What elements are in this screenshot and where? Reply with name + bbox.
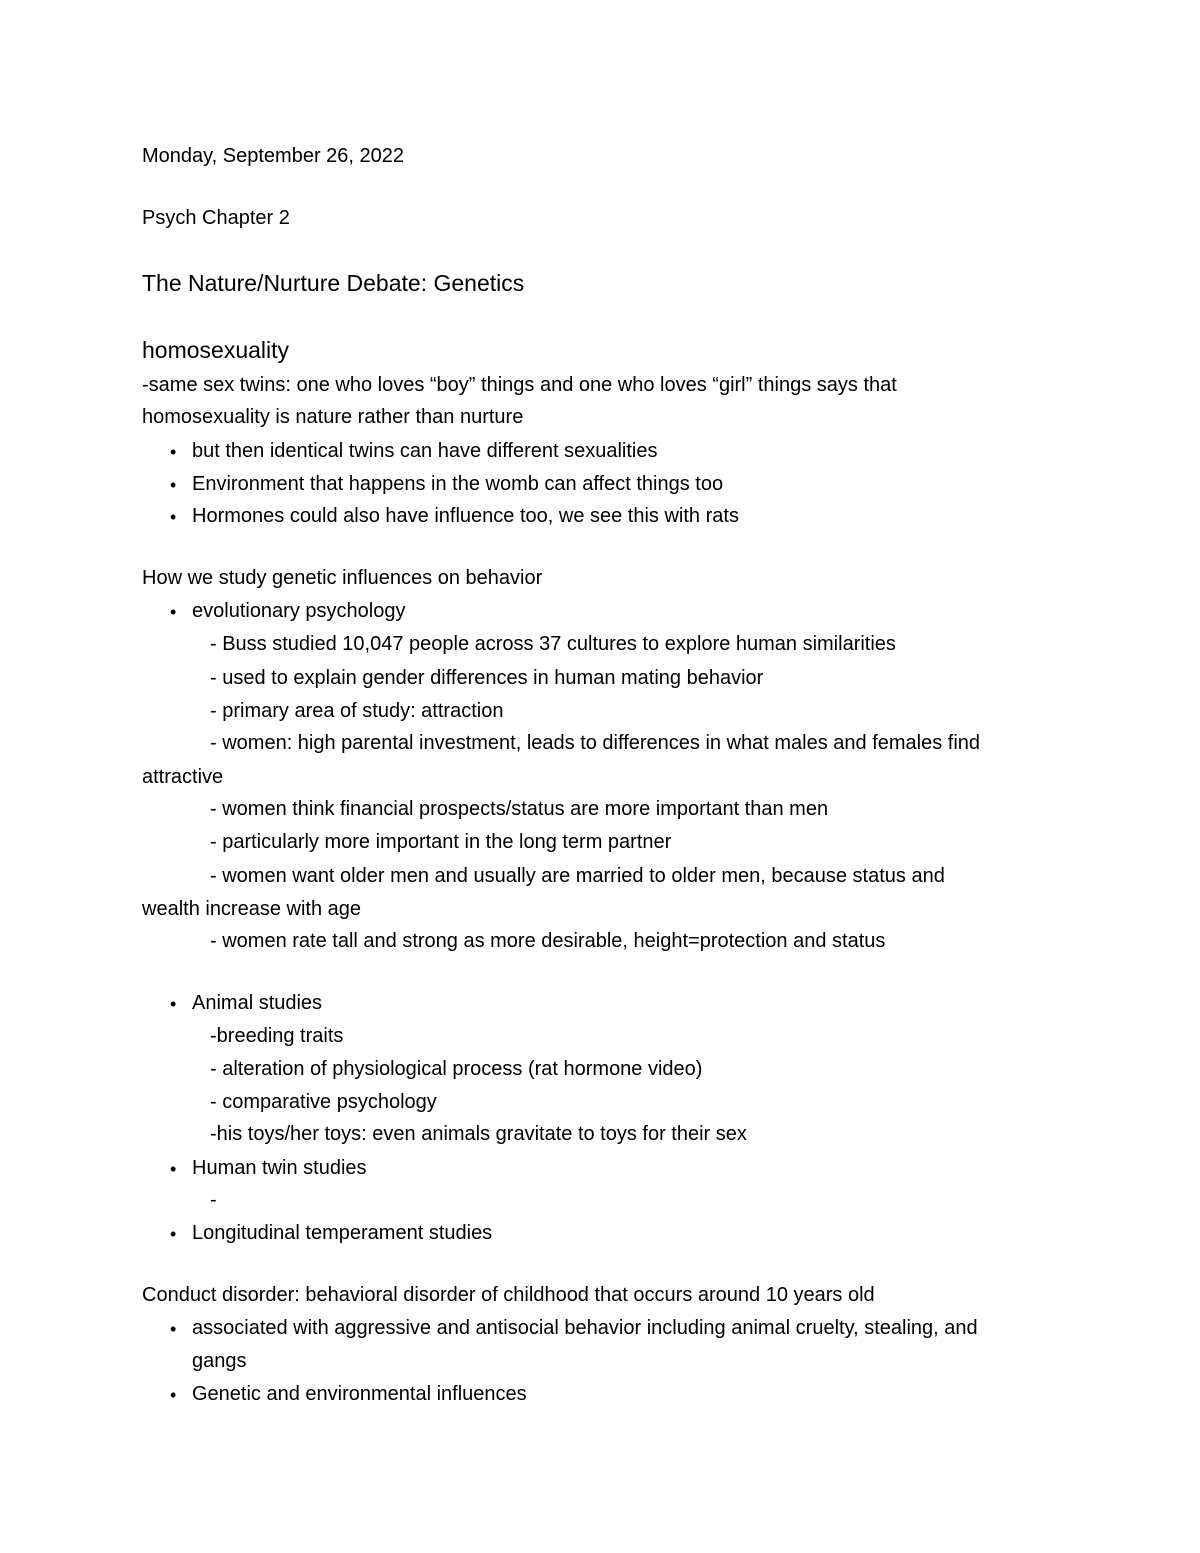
sub-item: - women: high parental investment, leads to differences in what males and females find [210,732,981,754]
bullet-dot: • [170,602,177,622]
bullet-dot: • [170,1159,177,1179]
paragraph-line: -same sex twins: one who loves “boy” things and one who loves “girl” things says that [142,374,897,396]
sub-item: -breeding traits [210,1025,344,1047]
bullet-dot: • [170,1385,177,1405]
sub-item: - [210,1189,217,1211]
bullet-item: Environment that happens in the womb can affect things too [192,473,724,495]
section-heading-homosexuality: homosexuality [142,337,290,363]
sub-item-continuation: wealth increase with age [142,898,362,920]
sub-item: - alteration of physiological process (rat hormone video) [210,1058,703,1080]
bullet-item-longitudinal-studies: Longitudinal temperament studies [192,1222,493,1244]
sub-item: - used to explain gender differences in human mating behavior [210,667,764,689]
sub-item: - women think financial prospects/status are more important than men [210,798,829,820]
note-date: Monday, September 26, 2022 [142,145,405,167]
bullet-item-continuation: gangs [192,1350,247,1372]
bullet-item-human-twin-studies: Human twin studies [192,1157,367,1179]
sub-item: - Buss studied 10,047 people across 37 cultures to explore human similarities [210,633,896,655]
bullet-dot: • [170,1224,177,1244]
bullet-dot: • [170,475,177,495]
bullet-dot: • [170,994,177,1014]
bullet-item-evolutionary-psychology: evolutionary psychology [192,600,406,622]
bullet-dot: • [170,507,177,527]
sub-item: - comparative psychology [210,1091,437,1113]
sub-item: -his toys/her toys: even animals gravitate to toys for their sex [210,1123,747,1145]
bullet-item: Genetic and environmental influences [192,1383,527,1405]
note-course: Psych Chapter 2 [142,207,290,229]
bullet-item: Hormones could also have influence too, we see this with rats [192,505,739,527]
sub-item: - women want older men and usually are married to older men, because status and [210,865,945,887]
sub-item-continuation: attractive [142,766,224,788]
paragraph-line: homosexuality is nature rather than nurture [142,406,524,428]
bullet-dot: • [170,1319,177,1339]
section-heading-conduct-disorder: Conduct disorder: behavioral disorder of childhood that occurs around 10 years old [142,1284,875,1306]
bullet-dot: • [170,442,177,462]
sub-item: - particularly more important in the long term partner [210,831,672,853]
sub-item: - women rate tall and strong as more desirable, height=protection and status [210,930,886,952]
note-title: The Nature/Nurture Debate: Genetics [142,270,525,296]
bullet-item: associated with aggressive and antisocial behavior including animal cruelty, stealing, and [192,1317,978,1339]
bullet-item-animal-studies: Animal studies [192,992,323,1014]
bullet-item: but then identical twins can have different sexualities [192,440,658,462]
sub-item: - primary area of study: attraction [210,700,504,722]
section-heading-genetic-influences: How we study genetic influences on behavior [142,567,543,589]
